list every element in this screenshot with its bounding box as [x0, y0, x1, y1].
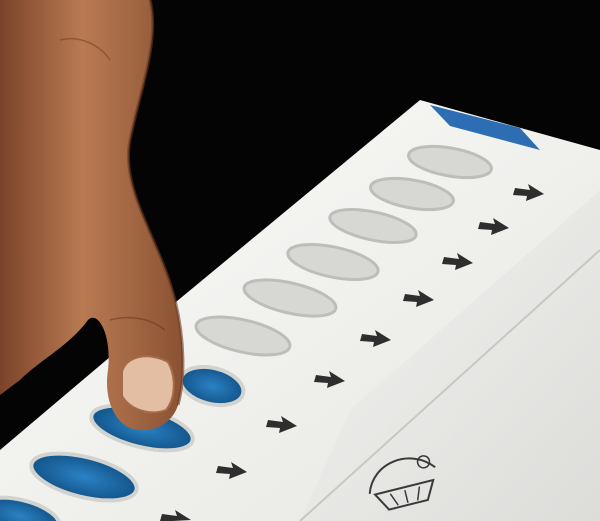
fingernail — [122, 356, 174, 412]
